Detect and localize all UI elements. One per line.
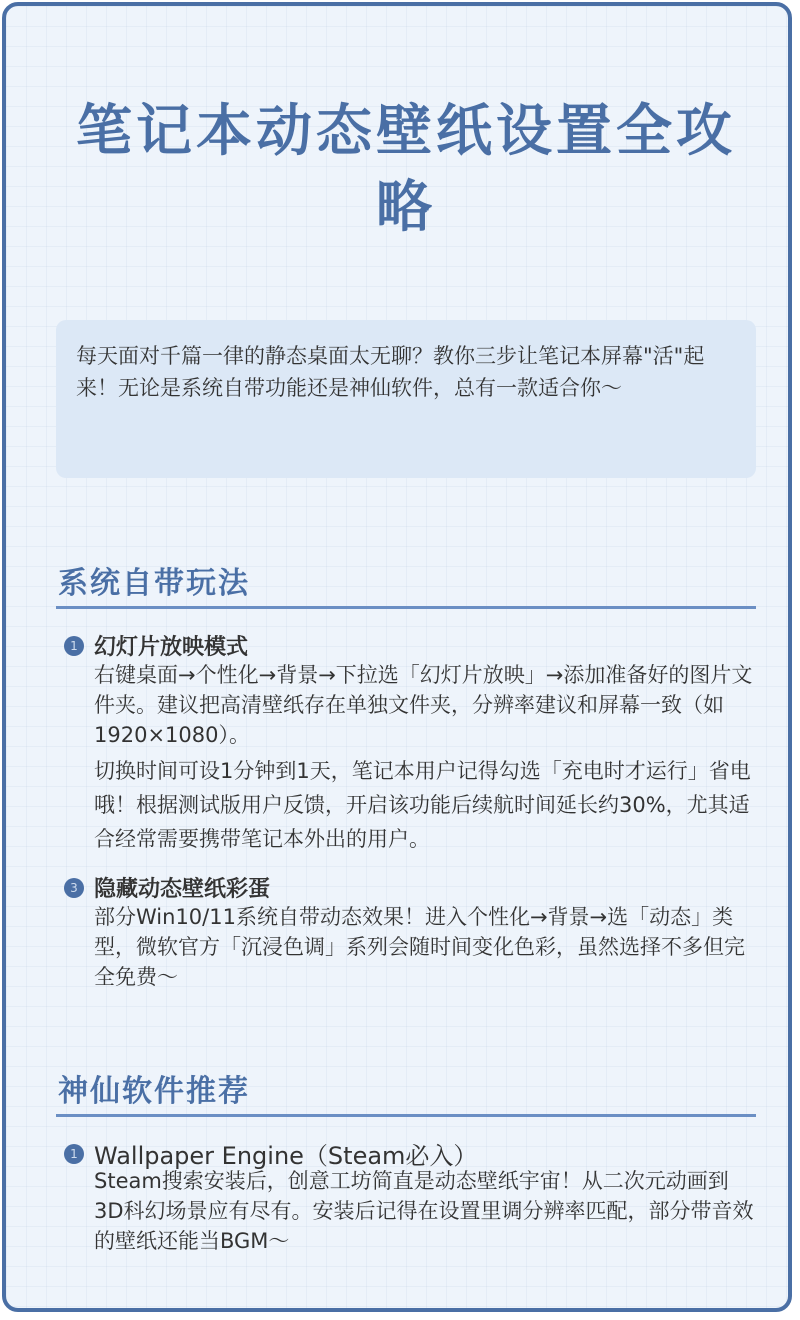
number-badge-icon: 1 (64, 1144, 84, 1164)
item-paragraph: 部分Win10/11系统自带动态效果！进入个性化→背景→选「动态」类型，微软官方「沉浸色调」系列会随时间变化色彩，虽然选择不多但完全免费～ (94, 905, 745, 989)
intro-box: 每天面对千篇一律的静态桌面太无聊？教你三步让笔记本屏幕"活"起来！无论是系统自带功能还是神仙软件，总有一款适合你～ (56, 320, 756, 478)
section-title-software: 神仙软件推荐 (58, 1074, 250, 1109)
number-badge-icon: 1 (64, 636, 84, 656)
section-divider (56, 606, 756, 609)
page-frame (2, 2, 792, 1312)
number-badge-icon: 3 (64, 878, 84, 898)
item-paragraph: Steam搜索安装后，创意工坊简直是动态壁纸宇宙！从二次元动画到3D科幻场景应有尽有。安装后记得在设置里调分辨率匹配，部分带音效的壁纸还能当BGM～ (94, 1169, 754, 1253)
section-title-system: 系统自带玩法 (58, 566, 250, 601)
item-heading-text: 隐藏动态壁纸彩蛋 (94, 877, 271, 902)
item-heading-slideshow (64, 630, 248, 661)
item-heading-text: 幻灯片放映模式 (94, 635, 249, 660)
item-paragraph: 右键桌面→个性化→背景→下拉选「幻灯片放映」→添加准备好的图片文件夹。建议把高清壁纸存在单独文件夹，分辨率建议和屏幕一致（如1920×1080）。 (94, 663, 753, 747)
item-heading-hidden-dynamic (64, 872, 270, 903)
page-title: 笔记本动态壁纸设置全攻略 (76, 99, 736, 240)
section-divider (56, 1114, 756, 1117)
item-heading-text: Wallpaper Engine（Steam必入） (94, 1142, 478, 1170)
item-paragraph: 切换时间可设1分钟到1天，笔记本用户记得勾选「充电时才运行」省电哦！根据测试版用户反馈，开启该功能后续航时间延长约30%，尤其适合经常需要携带笔记本外出的用户。 (94, 759, 751, 851)
